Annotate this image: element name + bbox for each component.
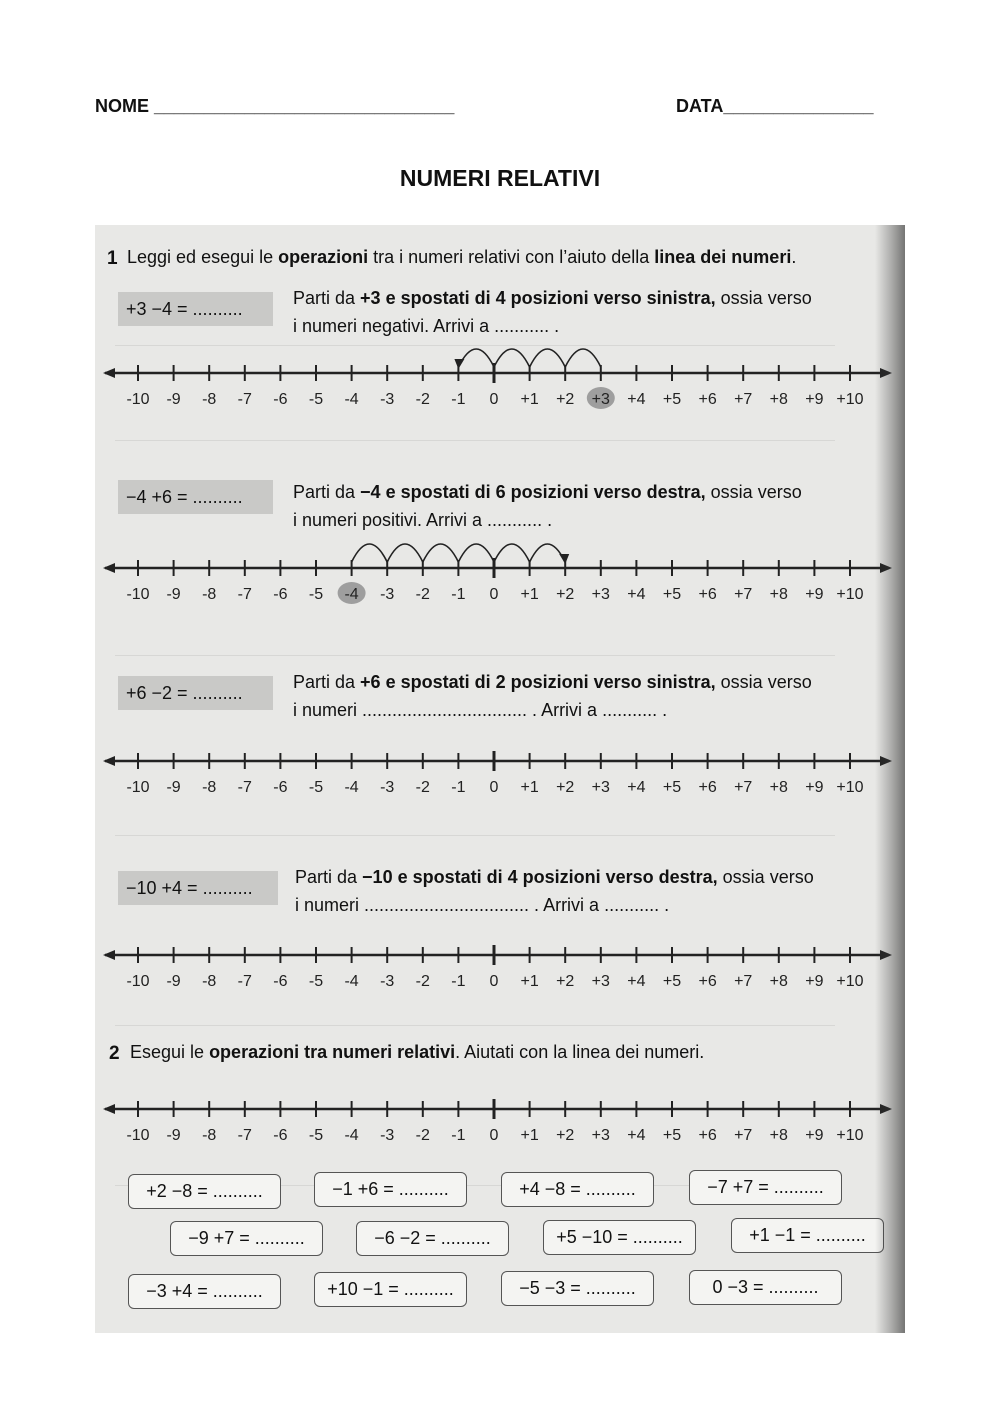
tick-label: +9 (805, 973, 824, 990)
tick-label: +8 (769, 1127, 788, 1144)
tick-label: -6 (273, 973, 288, 990)
tick-label: -8 (202, 1127, 217, 1144)
jump-arc (530, 544, 566, 562)
tick-label: -4 (344, 1127, 359, 1144)
number-line-5 (103, 1081, 893, 1156)
description-4: Parti da −10 e spostati di 4 posizioni verso destra, ossia verso i numeri ................................. . Arrivi a ........... . (295, 867, 814, 915)
tick-label: +10 (836, 586, 864, 603)
tick-label: +1 (520, 391, 539, 408)
tick-label: +10 (836, 1127, 864, 1144)
jump-arc (494, 349, 530, 367)
number-line-4 (103, 927, 893, 1002)
jump-arc (530, 349, 566, 367)
tick-label: +3 (591, 779, 610, 796)
operation-box: −5 −3 = .......... (501, 1271, 654, 1306)
tick-label: -7 (237, 391, 252, 408)
jump-arc (565, 349, 601, 367)
exercise1-instruction: Leggi ed esegui le operazioni tra i numeri relativi con l’aiuto della linea dei numeri. (127, 247, 797, 267)
tick-label: +10 (836, 973, 864, 990)
operation-box: +5 −10 = .......... (543, 1220, 696, 1255)
tick-label: -10 (126, 779, 150, 796)
tick-label: -2 (415, 586, 430, 603)
worksheet-scan (95, 225, 905, 1333)
arrow-left-icon (103, 1104, 115, 1114)
number-line-2 (103, 540, 893, 615)
tick-label: -5 (308, 973, 324, 990)
equation-box-4: −10 +4 = .......... (118, 871, 278, 905)
tick-label: 0 (489, 586, 499, 603)
tick-label: -2 (415, 1127, 430, 1144)
tick-label: 0 (489, 973, 499, 990)
tick-label: 0 (489, 1127, 499, 1144)
tick-label: -1 (451, 391, 466, 408)
tick-label: +3 (591, 586, 610, 603)
tick-label: -2 (415, 391, 430, 408)
tick-label: 0 (489, 391, 499, 408)
tick-label: -9 (166, 1127, 181, 1144)
tick-label: +3 (591, 391, 610, 408)
tick-label: -2 (415, 973, 430, 990)
exercise1-number: 1 (107, 248, 118, 269)
jump-arc (494, 544, 530, 562)
tick-label: +2 (556, 1127, 575, 1144)
tick-label: -1 (451, 1127, 466, 1144)
tick-label: +6 (698, 391, 717, 408)
tick-label: -8 (202, 586, 217, 603)
tick-label: +6 (698, 1127, 717, 1144)
tick-label: +5 (662, 1127, 682, 1144)
equation-box-1: +3 −4 = .......... (118, 292, 273, 326)
tick-label: -10 (126, 391, 150, 408)
tick-label: -3 (380, 391, 395, 408)
tick-label: -6 (273, 779, 288, 796)
data-label: DATA_______________ (676, 96, 874, 116)
operation-box: −1 +6 = .......... (314, 1172, 467, 1207)
tick-label: -3 (380, 973, 395, 990)
tick-label: +9 (805, 1127, 824, 1144)
arrow-left-icon (103, 368, 115, 378)
tick-label: -9 (166, 391, 181, 408)
tick-label: -6 (273, 586, 288, 603)
tick-label: -7 (237, 586, 252, 603)
tick-label: -4 (344, 586, 359, 603)
tick-label: -6 (273, 1127, 288, 1144)
tick-label: +8 (769, 391, 788, 408)
tick-label: +10 (836, 779, 864, 796)
tick-label: +4 (627, 1127, 646, 1144)
tick-label: +2 (556, 973, 575, 990)
operation-box: −6 −2 = .......... (356, 1221, 509, 1256)
tick-label: -9 (166, 779, 181, 796)
tick-label: +3 (591, 973, 610, 990)
tick-label: +4 (627, 391, 646, 408)
tick-label: -3 (380, 1127, 395, 1144)
description-3: Parti da +6 e spostati di 2 posizioni verso sinistra, ossia verso i numeri ................................. . Arrivi a ........... . (293, 672, 812, 720)
scan-shadow (875, 225, 905, 1333)
tick-label: +1 (520, 1127, 539, 1144)
tick-label: -7 (237, 779, 252, 796)
tick-label: -8 (202, 391, 217, 408)
tick-label: +2 (556, 391, 575, 408)
tick-label: 0 (489, 779, 499, 796)
operation-box: +10 −1 = .......... (314, 1272, 467, 1307)
tick-label: +1 (520, 973, 539, 990)
tick-label: -10 (126, 586, 150, 603)
jump-arc (458, 349, 494, 367)
tick-label: -6 (273, 391, 288, 408)
tick-label: +2 (556, 586, 575, 603)
operation-box: −9 +7 = .......... (170, 1221, 323, 1256)
tick-label: -3 (380, 779, 395, 796)
tick-label: -5 (308, 779, 324, 796)
equation-box-3: +6 −2 = .......... (118, 676, 273, 710)
tick-label: -9 (166, 586, 181, 603)
tick-label: +8 (769, 586, 788, 603)
page-title: NUMERI RELATIVI (399, 165, 601, 191)
tick-label: +6 (698, 586, 717, 603)
tick-label: +1 (520, 586, 539, 603)
tick-label: +5 (662, 391, 682, 408)
tick-label: +8 (769, 779, 788, 796)
tick-label: -3 (380, 586, 395, 603)
jump-arc (387, 544, 423, 562)
exercise2-instruction: Esegui le operazioni tra numeri relativi. Aiutati con la linea dei numeri. (130, 1042, 705, 1062)
tick-label: -10 (126, 1127, 150, 1144)
number-line-1 (103, 345, 893, 420)
tick-label: +4 (627, 973, 646, 990)
tick-label: +4 (627, 779, 646, 796)
tick-label: -7 (237, 973, 252, 990)
jump-arc (352, 544, 388, 562)
jump-arc (423, 544, 459, 562)
tick-label: -4 (344, 973, 359, 990)
operation-box: 0 −3 = .......... (689, 1270, 842, 1305)
tick-label: +5 (662, 973, 682, 990)
tick-label: +7 (734, 973, 753, 990)
tick-label: +8 (769, 973, 788, 990)
tick-label: +6 (698, 779, 717, 796)
arrow-left-icon (103, 563, 115, 573)
nome-label: NOME ______________________________ (95, 96, 455, 116)
tick-label: +5 (662, 779, 682, 796)
tick-label: -9 (166, 973, 181, 990)
description-1: Parti da +3 e spostati di 4 posizioni verso sinistra, ossia verso i numeri negativi. Arrivi a ........... . (293, 288, 812, 336)
operation-box: −7 +7 = .......... (689, 1170, 842, 1205)
tick-label: -1 (451, 973, 466, 990)
tick-label: -1 (451, 779, 466, 796)
arrow-left-icon (103, 950, 115, 960)
tick-label: +5 (662, 586, 682, 603)
tick-label: -5 (308, 586, 324, 603)
tick-label: -2 (415, 779, 430, 796)
equation-box-2: −4 +6 = .......... (118, 480, 273, 514)
tick-label: -8 (202, 779, 217, 796)
tick-label: -1 (451, 586, 466, 603)
tick-label: -10 (126, 973, 150, 990)
tick-label: +10 (836, 391, 864, 408)
tick-label: +7 (734, 1127, 753, 1144)
operation-box: +1 −1 = .......... (731, 1218, 884, 1253)
operation-box: +2 −8 = .......... (128, 1174, 281, 1209)
operation-box: −3 +4 = .......... (128, 1274, 281, 1309)
operation-box: +4 −8 = .......... (501, 1172, 654, 1207)
tick-label: +7 (734, 586, 753, 603)
exercise2-number: 2 (109, 1043, 120, 1064)
tick-label: +7 (734, 779, 753, 796)
tick-label: +9 (805, 779, 824, 796)
tick-label: -5 (308, 1127, 324, 1144)
tick-label: +9 (805, 586, 824, 603)
tick-label: +9 (805, 391, 824, 408)
jump-arc (458, 544, 494, 562)
tick-label: +1 (520, 779, 539, 796)
description-2: Parti da −4 e spostati di 6 posizioni verso destra, ossia verso i numeri positivi. Arrivi a ........... . (293, 482, 802, 530)
tick-label: +3 (591, 1127, 610, 1144)
tick-label: +4 (627, 586, 646, 603)
arrow-left-icon (103, 756, 115, 766)
tick-label: -8 (202, 973, 217, 990)
tick-label: +2 (556, 779, 575, 796)
number-line-3 (103, 733, 893, 808)
tick-label: +6 (698, 973, 717, 990)
tick-label: -7 (237, 1127, 252, 1144)
tick-label: -4 (344, 779, 359, 796)
tick-label: -5 (308, 391, 324, 408)
tick-label: +7 (734, 391, 753, 408)
tick-label: -4 (344, 391, 359, 408)
